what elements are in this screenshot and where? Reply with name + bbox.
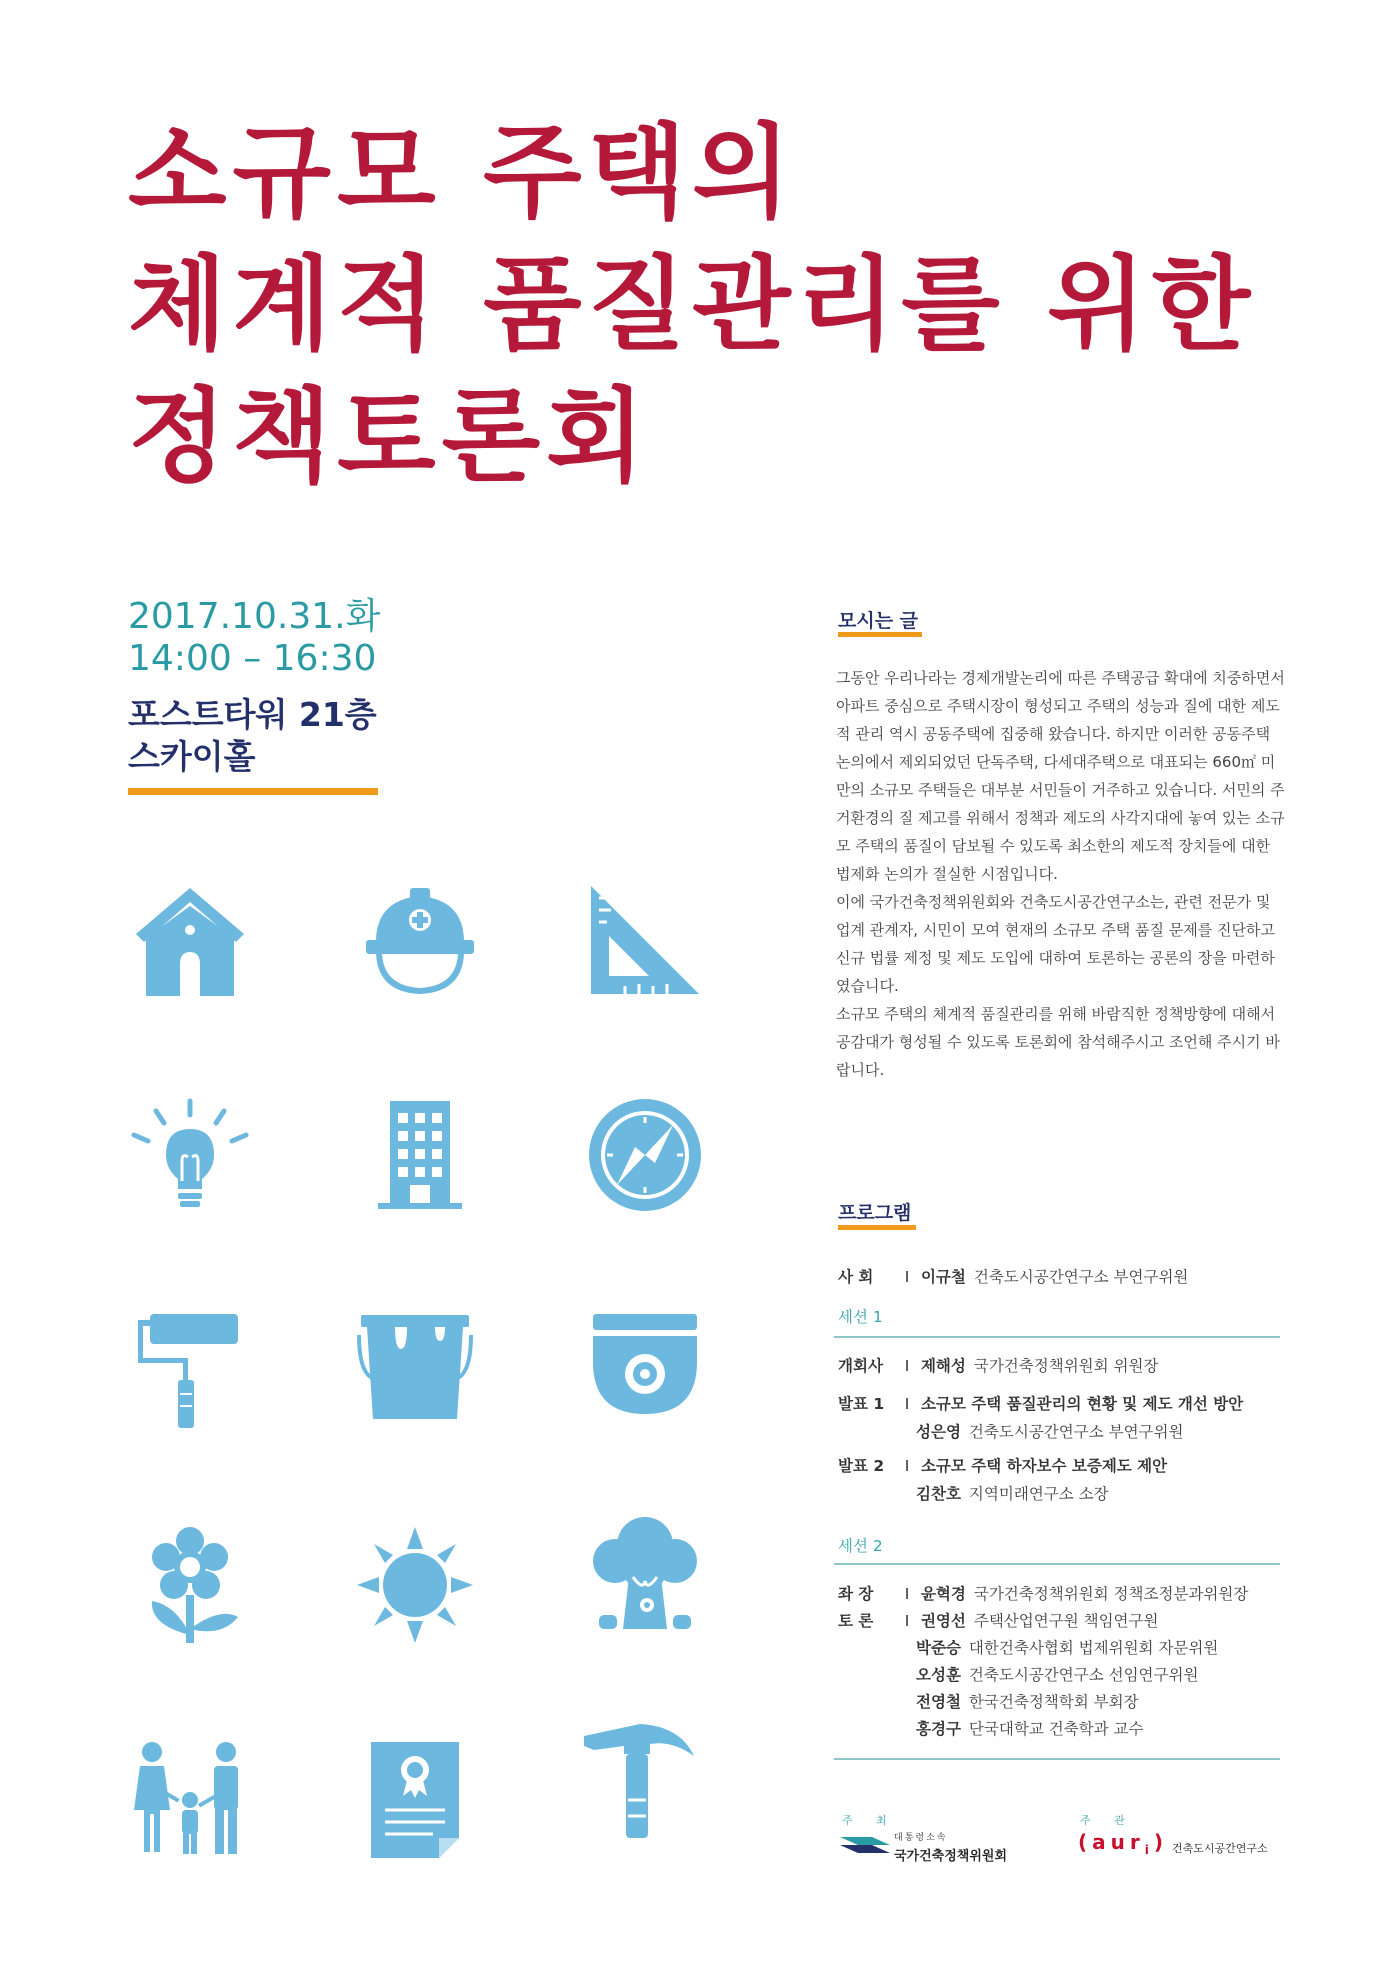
panelist-affiliation: 주택산업연구원 책임연구원: [973, 1612, 1159, 1630]
moderator-row: [838, 1263, 1188, 1291]
panelist-affiliation: 단국대학교 건축학과 교수: [968, 1720, 1144, 1738]
talk-1-name: 성은영: [916, 1423, 961, 1441]
host-name: 국가건축정책위원회: [894, 1849, 1008, 1864]
separator: I: [904, 1457, 910, 1475]
house-icon: [130, 880, 250, 1000]
organizer-logo: (aur$_i$): [1078, 1830, 1169, 1857]
organizer-logo-sub: i: [1144, 1843, 1154, 1857]
panelist-name: 박준승: [916, 1639, 961, 1657]
host-small-label: 대통령소속: [894, 1833, 948, 1843]
talk-2-name: 김찬호: [916, 1485, 961, 1503]
organizer-label: 주 관: [1080, 1814, 1135, 1827]
separator: I: [904, 1395, 910, 1413]
host-logo-mark: [840, 1833, 890, 1861]
venue-underline: [128, 788, 378, 795]
paint-bucket-icon: [355, 1305, 475, 1425]
program-heading-bar: [838, 1225, 916, 1230]
title-line-1: 소규모 주택의: [128, 114, 797, 233]
title-line-2: 체계적 품질관리를 위한: [128, 246, 1257, 365]
separator: I: [904, 1357, 910, 1375]
panelist-affiliation: 대한건축사협회 법제위원회 자문위원: [968, 1639, 1219, 1657]
separator: I: [904, 1612, 910, 1630]
hammer-icon: [580, 1720, 700, 1840]
moderator-affiliation: 건축도시공간연구소 부연구위원: [973, 1268, 1189, 1286]
invitation-paragraph-1: 그동안 우리나라는 경제개발논리에 따른 주택공급 확대에 치중하면서 아파트 중심으로 주택시장이 형성되고 주택의 성능과 질에 대한 제도적 관리 역시 공동주택에 집중해 왔습니다. 하지만 이러한 공동주택 논의에서 제외되었던 단독주택, 다세대주택으로 대표되는 660㎡ 미만의 소규모 주택들은 대부분 서민들이 거주하고 있습니다. 서민의 주거환경의 질 제고를 위해서 정책과 제도의 사각지대에 놓여 있는 소규모 주택의 품질이 담보될 수 있도록 최소한의 제도적 장치들에 대한 법제화 논의가 절실한 시점입니다.: [836, 669, 1285, 883]
panelist-affiliation: 한국건축정책학회 부회장: [968, 1693, 1139, 1711]
invitation-paragraph-3: 소규모 주택의 체계적 품질관리를 위해 바람직한 정책방향에 대해서 공감대가 형성될 수 있도록 토론회에 참석해주시고 조언해 주시기 바랍니다.: [836, 1005, 1280, 1079]
set-square-icon: [585, 880, 705, 1000]
flower-icon: [130, 1525, 250, 1645]
venue-line-1: 포스트타워 21층: [128, 695, 377, 734]
talk-2-affiliation: 지역미래연구소 소장: [968, 1485, 1109, 1503]
separator: I: [904, 1268, 910, 1286]
talk-1-label: 발표 1: [838, 1395, 885, 1413]
event-venue: [128, 694, 377, 778]
certificate-icon: [355, 1740, 475, 1860]
program-heading: 프로그램: [838, 1202, 912, 1224]
panelist-row: [838, 1715, 1143, 1743]
panelist-name: 홍경구: [916, 1720, 961, 1738]
venue-line-2: 스카이홀: [128, 737, 256, 776]
light-bulb-icon: [130, 1095, 250, 1215]
paint-roller-icon: [130, 1310, 250, 1430]
program-end-divider: [834, 1758, 1280, 1760]
panelist-row: [838, 1607, 1158, 1635]
invitation-heading-bar: [838, 632, 922, 637]
moderator-name: 이규철: [920, 1268, 966, 1286]
organizer-logo-text: aur: [1092, 1830, 1145, 1854]
event-date: 2017.10.31.화: [128, 596, 381, 637]
talk-1-affiliation: 건축도시공간연구소 부연구위원: [968, 1423, 1184, 1441]
panelist-row: [838, 1661, 1198, 1689]
chair-affiliation: 국가건축정책위원회 정책조정분과위원장: [973, 1585, 1249, 1603]
opening-row: [838, 1352, 1158, 1380]
session-2-divider: [834, 1563, 1280, 1565]
panelist-row: [838, 1634, 1218, 1662]
session-1-title: 세션 1: [838, 1308, 883, 1326]
talk-2-topic: 소규모 주택 하자보수 보증제도 제안: [920, 1457, 1168, 1475]
panelist-row: [838, 1688, 1139, 1716]
talk-2-speaker: [838, 1480, 1109, 1508]
event-datetime: [128, 596, 380, 680]
family-icon: [130, 1740, 250, 1860]
invitation-body: [836, 664, 1286, 1084]
chair-name: 윤혁경: [920, 1585, 966, 1603]
invitation-heading: 모시는 글: [838, 610, 919, 632]
session-1-divider: [834, 1336, 1280, 1338]
opening-name: 제해성: [920, 1357, 966, 1375]
title-line-3: 정책토론회: [128, 378, 651, 497]
separator: I: [904, 1585, 910, 1603]
opening-affiliation: 국가건축정책위원회 위원장: [973, 1357, 1159, 1375]
hard-hat-icon: [360, 880, 480, 1000]
chair-row: [838, 1580, 1248, 1608]
opening-label: 개회사: [838, 1357, 883, 1375]
chair-label: 좌 장: [838, 1585, 874, 1603]
organizer-name: 건축도시공간연구소: [1172, 1842, 1268, 1855]
event-time: 14:00 – 16:30: [128, 638, 377, 679]
invitation-paragraph-2: 이에 국가건축정책위원회와 건축도시공간연구소는, 관련 전문가 및 업계 관계자, 시민이 모여 현재의 소규모 주택 품질 문제를 진단하고 신규 법률 제정 및 제도 도입에 대하여 토론하는 공론의 장을 마련하였습니다.: [836, 893, 1275, 995]
panelist-name: 오성훈: [916, 1666, 961, 1684]
panelist-name: 권영선: [920, 1612, 966, 1630]
sun-icon: [355, 1525, 475, 1645]
talk-1-speaker: [838, 1418, 1183, 1446]
talk-2-row: [838, 1452, 1167, 1480]
panelist-affiliation: 건축도시공간연구소 선임연구위원: [968, 1666, 1199, 1684]
talk-2-label: 발표 2: [838, 1457, 885, 1475]
session-2-title: 세션 2: [838, 1537, 883, 1555]
security-camera-icon: [585, 1310, 705, 1430]
poster-title: [128, 108, 1256, 504]
tree-icon: [585, 1515, 705, 1635]
panelist-name: 전영철: [916, 1693, 961, 1711]
building-icon: [360, 1095, 480, 1215]
host-label: 주 최: [842, 1814, 897, 1827]
moderator-label: 사 회: [838, 1268, 874, 1286]
compass-icon: [585, 1095, 705, 1215]
talk-1-row: [838, 1390, 1243, 1418]
talk-1-topic: 소규모 주택 품질관리의 현황 및 제도 개선 방안: [920, 1395, 1244, 1413]
panel-label: 토 론: [838, 1612, 874, 1630]
